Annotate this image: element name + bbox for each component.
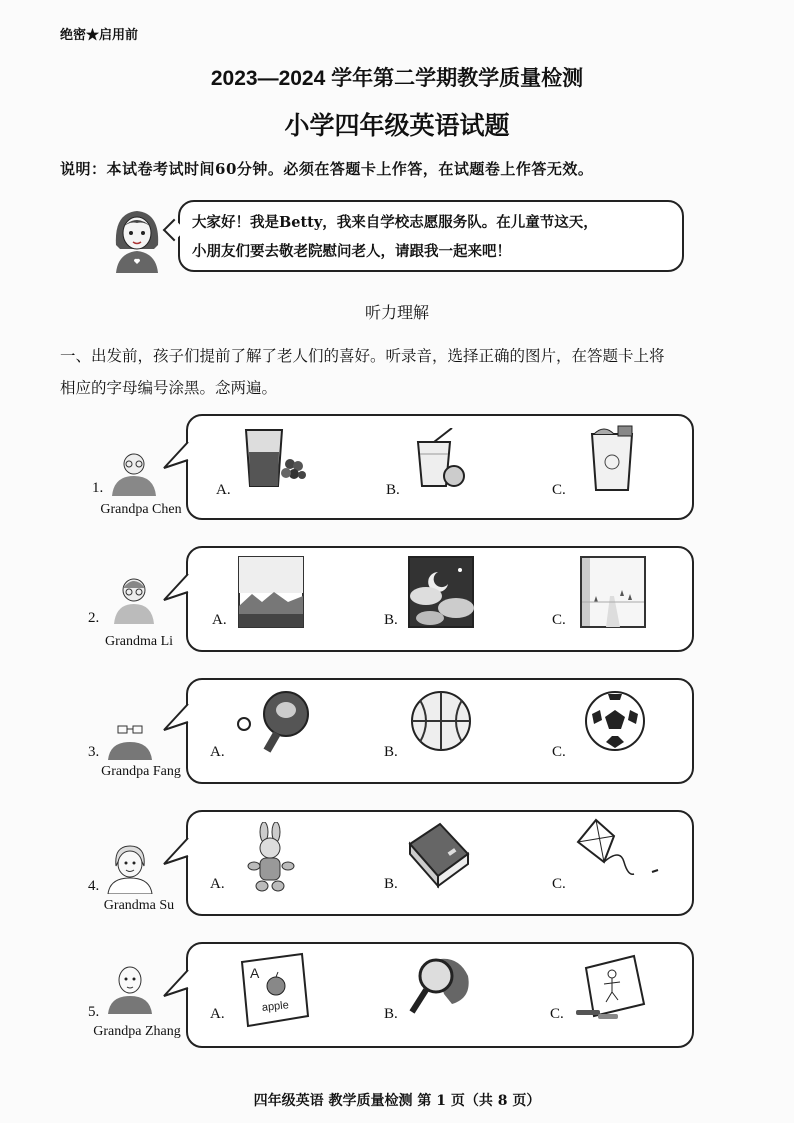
exam-title: 2023—2024 学年第二学期教学质量检测 (210, 67, 584, 90)
drawing-with-crayons-image[interactable] (572, 954, 656, 1024)
ping-pong-paddle-image[interactable] (234, 688, 320, 760)
item-4-option-a-label[interactable]: A. (210, 876, 225, 892)
page-footer: 四年级英语 教学质量检测 第 1 页（共 8 页） (253, 1093, 541, 1109)
item-3-person: Grandpa Fang (101, 764, 181, 779)
apple-card-letter: A (250, 965, 260, 981)
kite-image[interactable] (574, 818, 664, 882)
item-5-option-c-label[interactable]: C. (550, 1006, 564, 1022)
item-2-option-b-label[interactable]: B. (384, 612, 398, 628)
betty-avatar (110, 205, 164, 273)
exam-subtitle: 小学四年级英语试题 (284, 111, 510, 140)
question-instructions (60, 340, 750, 404)
item-3-option-c-label[interactable]: C. (552, 744, 566, 760)
section-title: 听力理解 (364, 303, 429, 322)
item-5-option-a-label[interactable]: A. (210, 1006, 225, 1022)
item-4-person: Grandma Su (103, 898, 175, 913)
snowy-road-image[interactable] (580, 556, 646, 628)
item-1-number: 1. (92, 480, 104, 496)
toy-rabbit-image[interactable] (244, 822, 300, 894)
item-5-option-b-label[interactable]: B. (384, 1006, 398, 1022)
magnifying-glass-image[interactable] (408, 954, 474, 1020)
grandma-li-portrait (108, 574, 160, 624)
item-3-bubble-tail (160, 702, 190, 742)
intro-line-1: 大家好！我是Betty，我来自学校志愿服务队。在儿童节这天， (192, 214, 598, 231)
item-4-bubble-tail (160, 836, 190, 876)
item-5-bubble-tail (160, 968, 190, 1008)
juice-glass-with-grapes-image[interactable] (242, 428, 312, 490)
apple-card-word: apple (261, 999, 290, 1015)
book-image[interactable] (406, 820, 472, 890)
sunny-mountain-landscape-image[interactable] (238, 556, 304, 628)
exam-instructions: 说明：本试卷考试时间60分钟。必须在答题卡上作答，在试题卷上作答无效。 (60, 160, 594, 178)
intro-line-2: 小朋友们要去敬老院慰问老人，请跟我一起来吧！ (192, 243, 511, 260)
item-4-option-b-label[interactable]: B. (384, 876, 398, 892)
item-2-option-c-label[interactable]: C. (552, 612, 566, 628)
item-3-option-a-label[interactable]: A. (210, 744, 225, 760)
grandpa-chen-portrait (108, 450, 160, 496)
confidential-label: 绝密★启用前 (60, 28, 139, 43)
item-3-number: 3. (88, 744, 100, 760)
item-1-person: Grandpa Chen (100, 502, 182, 517)
intro-text (192, 208, 672, 266)
item-4-number: 4. (88, 878, 100, 894)
question-line-2: 相应的字母编号涂黑。念两遍。 (60, 379, 278, 397)
item-2-option-a-label[interactable]: A. (212, 612, 227, 628)
item-1-option-c-label[interactable]: C. (552, 482, 566, 498)
grandpa-zhang-portrait (104, 962, 156, 1014)
item-1-bubble-tail (160, 440, 190, 480)
basketball-image[interactable] (410, 690, 472, 752)
item-2-number: 2. (88, 610, 100, 626)
orange-juice-image[interactable] (412, 428, 472, 490)
item-1-option-a-label[interactable]: A. (216, 482, 231, 498)
item-4-option-c-label[interactable]: C. (552, 876, 566, 892)
soccer-ball-image[interactable] (584, 690, 646, 752)
question-line-1: 一、出发前，孩子们提前了解了老人们的喜好。听录音，选择正确的图片，在答题卡上将 (60, 347, 665, 365)
grandma-su-portrait (104, 842, 156, 894)
fruit-drink-glass-image[interactable] (584, 424, 644, 492)
item-5-number: 5. (88, 1004, 100, 1020)
apple-flashcard-image[interactable] (232, 952, 312, 1028)
cloudy-night-image[interactable] (408, 556, 474, 628)
item-1-option-b-label[interactable]: B. (386, 482, 400, 498)
item-5-person: Grandpa Zhang (93, 1024, 181, 1039)
item-2-bubble-tail (160, 572, 190, 612)
item-2-person: Grandma Li (104, 634, 174, 649)
grandpa-fang-portrait (104, 716, 156, 760)
item-3-option-b-label[interactable]: B. (384, 744, 398, 760)
